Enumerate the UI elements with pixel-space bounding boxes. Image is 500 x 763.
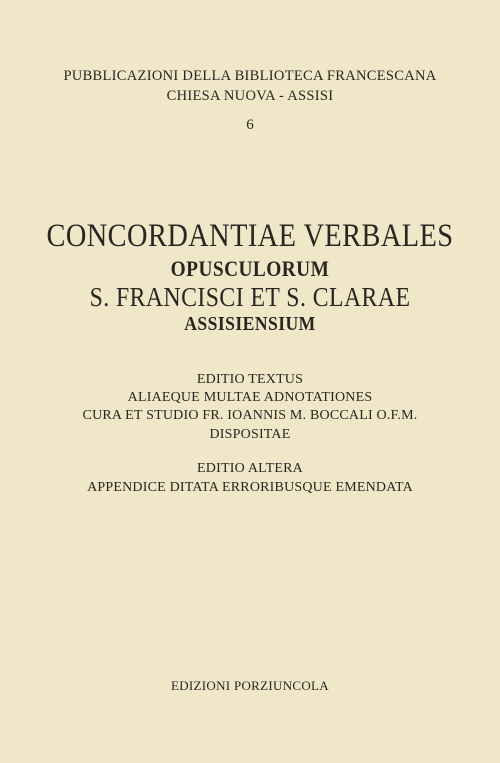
book-subtitle-2: S. FRANCISCI ET S. CLARAE <box>89 282 411 312</box>
edition-line-5: EDITIO ALTERA <box>197 461 303 476</box>
book-title: CONCORDANTIAE VERBALES <box>46 218 454 254</box>
book-subtitle-1: OPUSCULORUM <box>170 256 330 281</box>
series-title: PUBBLICAZIONI DELLA BIBLIOTECA FRANCESCANA <box>63 68 437 84</box>
edition-line-2: ALIAEQUE MULTAE ADNOTATIONES <box>127 390 373 405</box>
publisher-name: EDIZIONI PORZIUNCOLA <box>170 678 329 693</box>
series-location: CHIESA NUOVA - ASSISI <box>166 88 334 104</box>
book-subtitle-3: ASSISIENSIUM <box>184 313 316 335</box>
edition-line-3: CURA ET STUDIO FR. IOANNIS M. BOCCALI O.F.M. <box>82 408 418 423</box>
edition-line-1: EDITIO TEXTUS <box>196 372 304 387</box>
series-number: 6 <box>246 117 254 133</box>
edition-line-4: DISPOSITAE <box>209 427 291 442</box>
edition-line-6: APPENDICE DITATA ERRORIBUSQUE EMENDATA <box>87 480 413 495</box>
